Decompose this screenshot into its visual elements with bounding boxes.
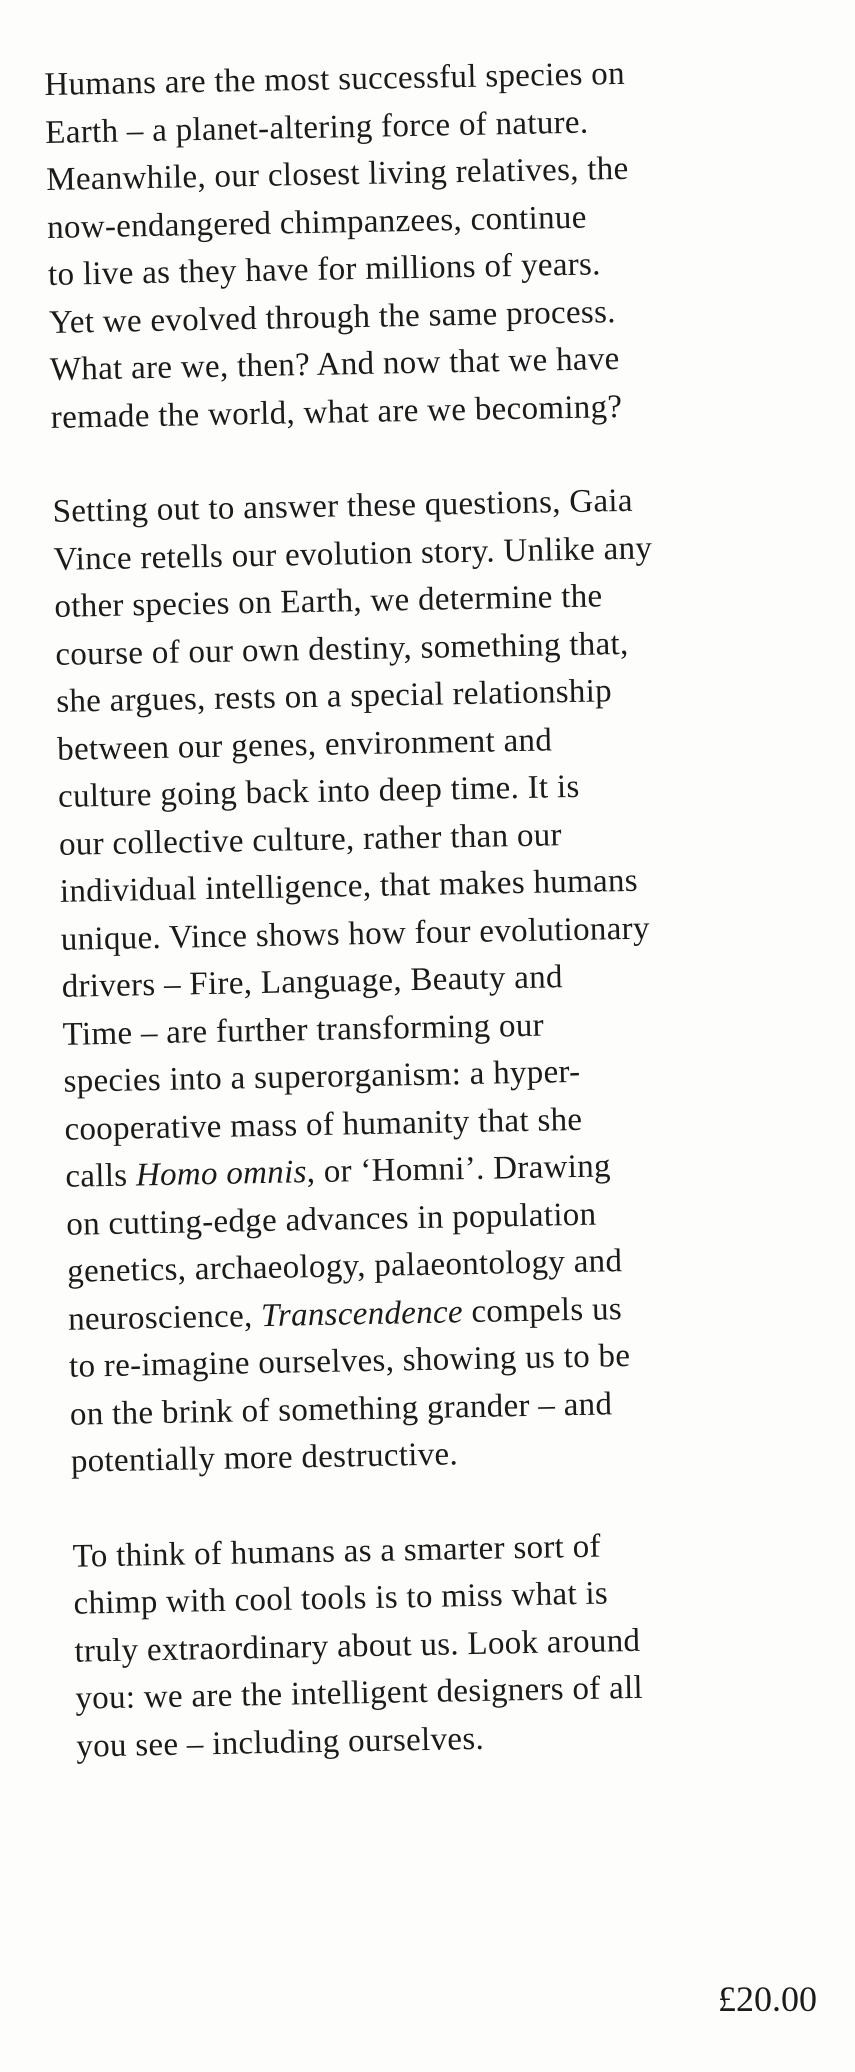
blurb-paragraph-2 <box>52 475 791 1486</box>
blurb-paragraph-2-text-1: Setting out to answer these questions, Gaia Vince retells our evolution story. Unlike any other species on Earth, we determine the course of our own destiny, something that, she argues, rests on a special relationship between our genes, environment and culture going back into deep time. It is our collective culture, rather than our individual intelligence, that makes humans unique. Vince shows how four evolutionary drivers – Fire, Language, Beauty and Time – are further transforming our species into a superorganism: a hyper- cooperative mass of humanity that she calls <box>52 482 653 1195</box>
price-label: £20.00 <box>718 1979 817 2019</box>
blurb-text <box>44 48 797 1771</box>
blurb-paragraph-1: Humans are the most successful species on Earth – a planet-altering force of nature. Meanwhile, our closest living relatives, the now-endangered chimpanzees, continue to live as they have for millions of years. Yet we evolved through the same process. What are we, then? And now that we have remade the world, what are we becoming? <box>44 55 629 436</box>
blurb-paragraph-2-text-2: , or ‘Homni’. Drawing on cutting-edge advances in population genetics, archaeology, palaeontology and neuroscience, <box>65 1148 623 1338</box>
blurb-paragraph-2-text-3: compels us to re-imagine ourselves, showing us to be on the brink of something grander – and potentially more destructive. <box>68 1290 631 1480</box>
blurb-italic-book-title: Transcendence <box>260 1293 464 1334</box>
blurb-italic-homo-omnis: Homo omnis <box>135 1154 308 1194</box>
blurb-paragraph-3: To think of humans as a smarter sort of chimp with cool tools is to miss what is truly extraordinary about us. Look around you: we are the intelligent designers of all you see – including ourselves. <box>72 1528 644 1765</box>
